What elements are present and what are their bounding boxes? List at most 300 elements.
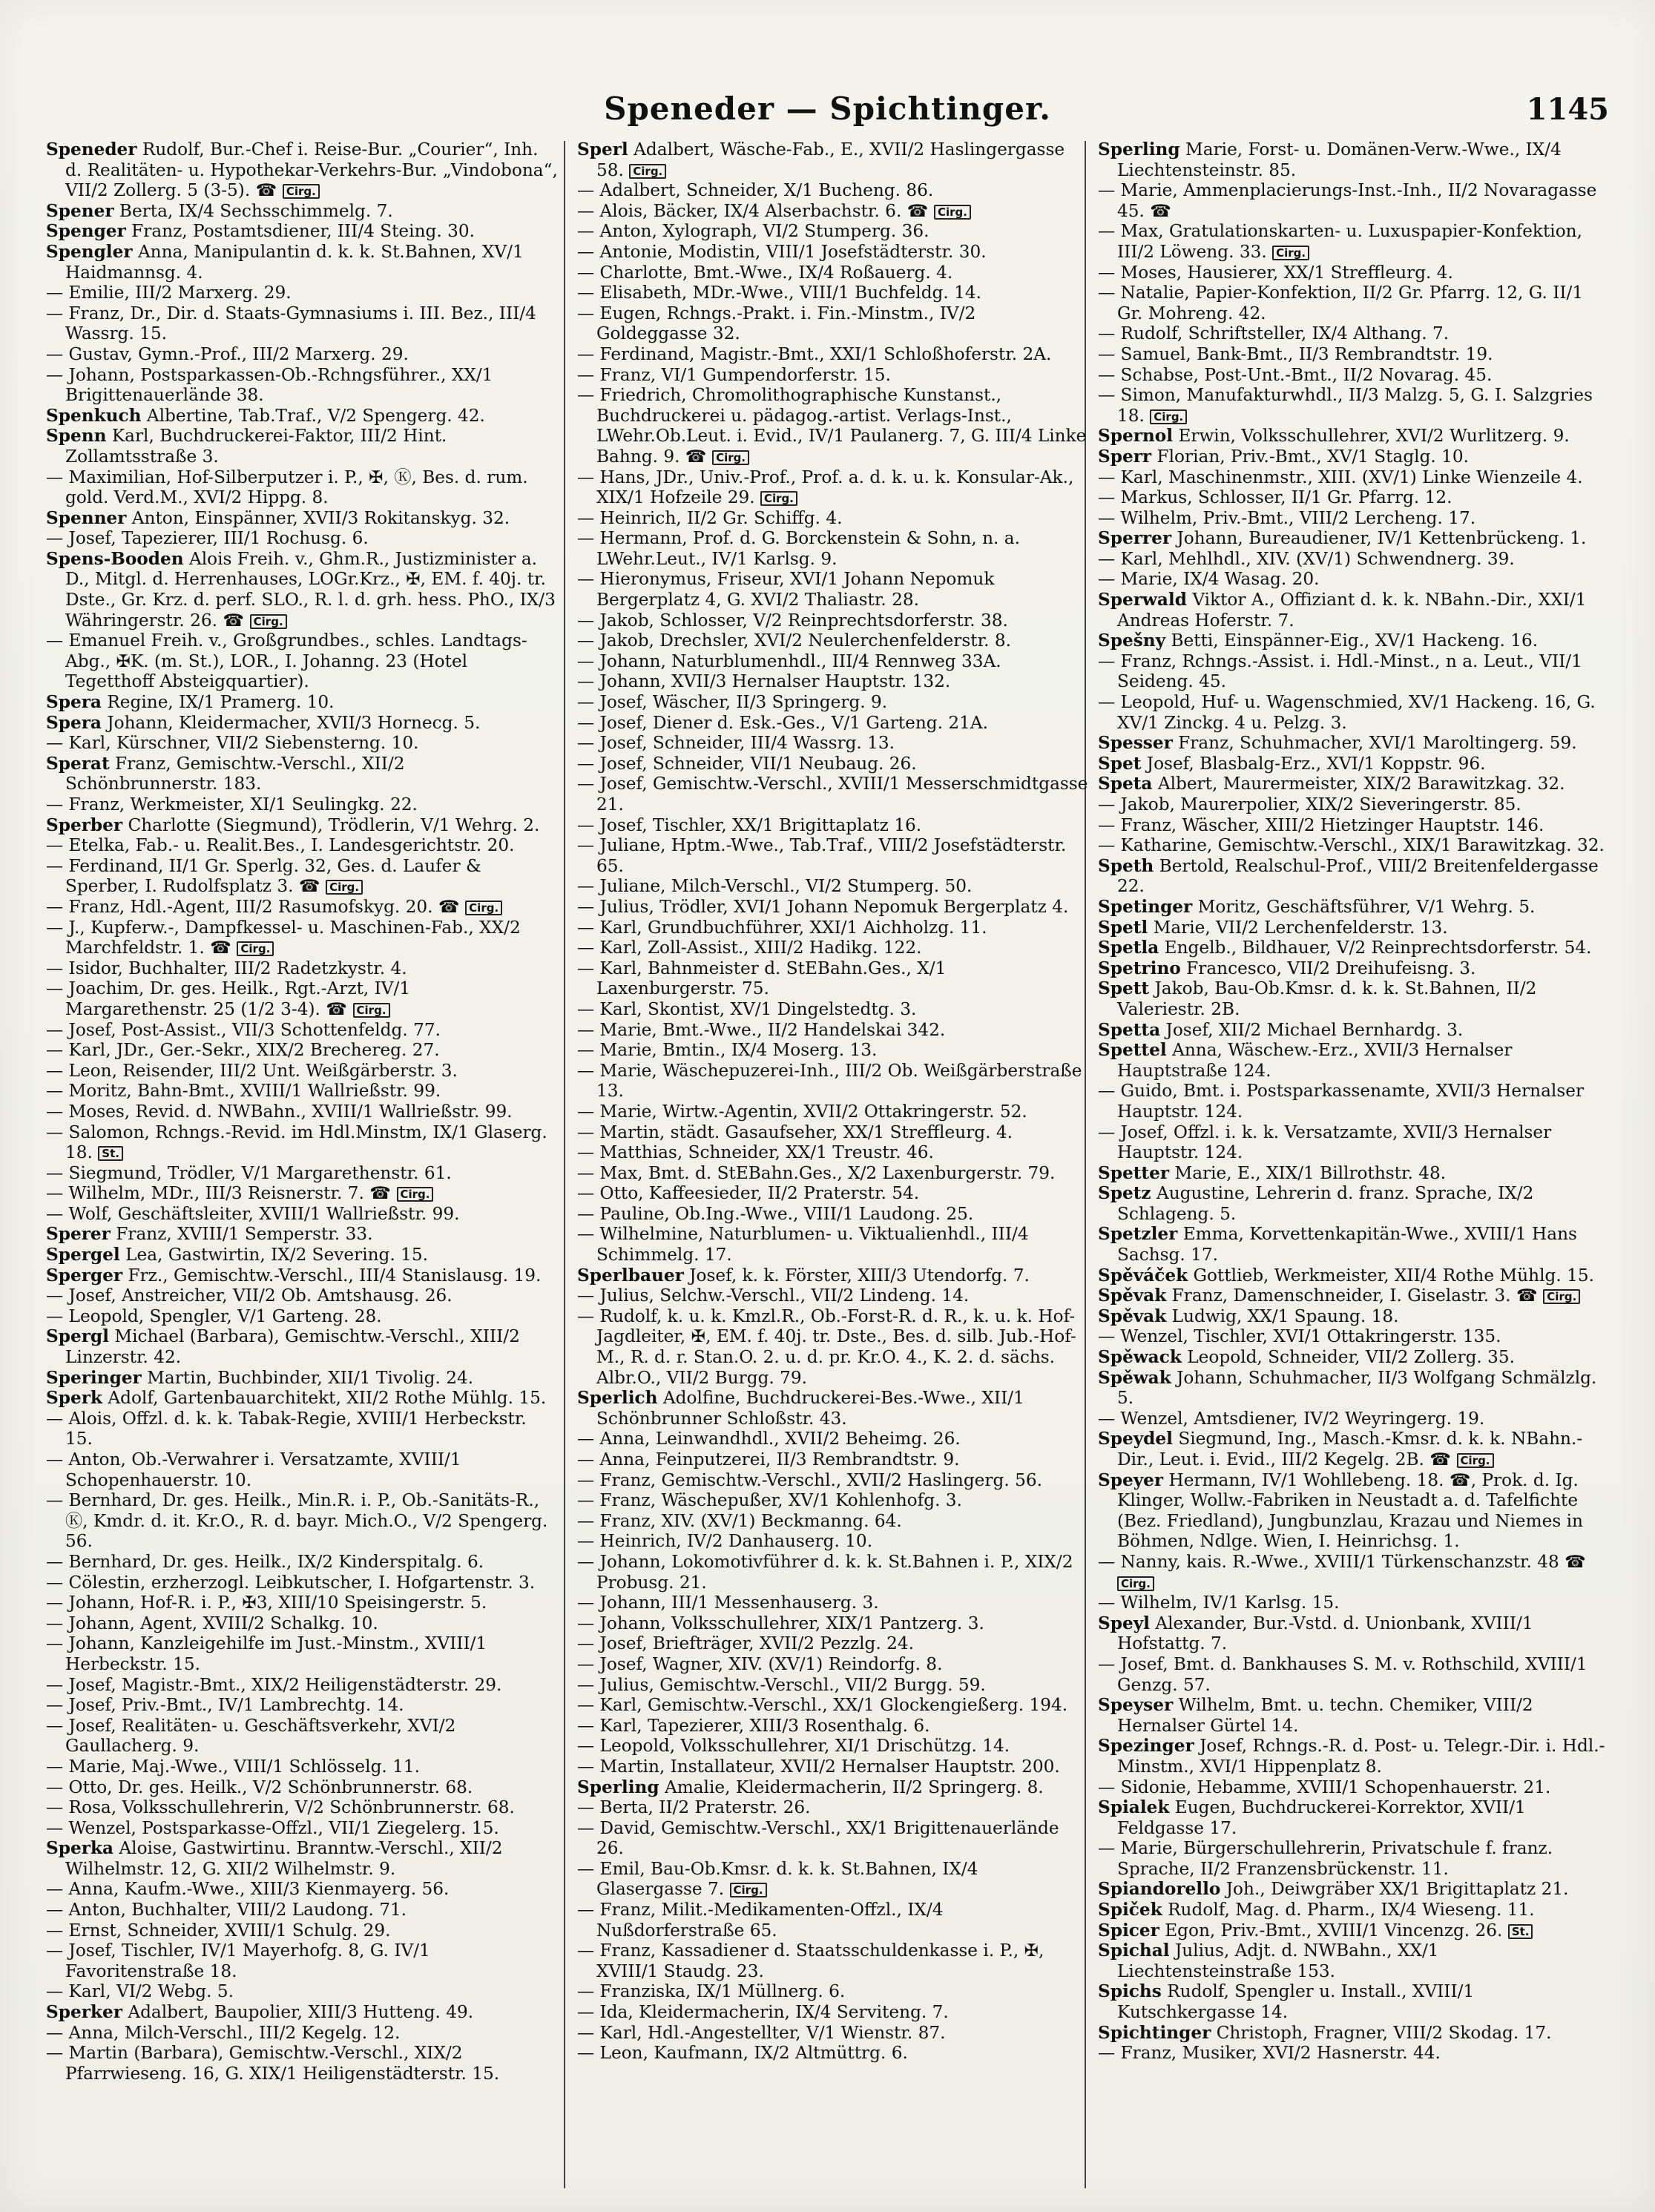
- entry-badge: Cirg.: [730, 1883, 767, 1897]
- directory-entry: [46, 1981, 558, 2002]
- directory-entry: [577, 1429, 1089, 1449]
- entry-text: — Ferdinand, Magistr.-Bmt., XXI/1 Schloßhoferstr. 2A.: [577, 343, 1052, 364]
- entry-text: — Josef, Post-Assist., VII/3 Schottenfeldg. 77.: [46, 1019, 441, 1040]
- page-header: [0, 90, 1655, 135]
- directory-entry: [46, 856, 558, 897]
- directory-entry: [46, 1613, 558, 1634]
- entry-text: — Wilhelm, IV/1 Karlsg. 15.: [1098, 1593, 1340, 1613]
- directory-entry: [46, 1183, 558, 1204]
- directory-entry: [577, 774, 1089, 814]
- entry-surname: Spetinger: [1098, 896, 1193, 917]
- entry-surname: Sperat: [46, 753, 110, 774]
- directory-entry: [577, 1224, 1089, 1265]
- directory-entry: [1098, 1552, 1610, 1593]
- entry-text: — Josef, Tapezierer, III/1 Rochusg. 6.: [46, 528, 369, 549]
- entry-text: — Cölestin, erzherzogl. Leibkutscher, I. Hofgartenstr. 3.: [46, 1572, 536, 1593]
- directory-entry: [577, 733, 1089, 754]
- directory-entry: [577, 897, 1089, 918]
- directory-entry: [577, 1061, 1089, 1102]
- directory-entry: [1098, 426, 1610, 447]
- entry-text: — Leopold, Volksschullehrer, XI/1 Drischützg. 14.: [577, 1736, 1010, 1757]
- entry-text: — Franz, XIV. (XV/1) Beckmanng. 64.: [577, 1510, 902, 1531]
- directory-entry: [577, 221, 1089, 242]
- entry-text: Siegmund, Ing., Masch.-Kmsr. d. k. k. NBahn.-Dir., Leut. i. Evid., III/2 Kegelg. 2B. ☎: [1117, 1429, 1583, 1469]
- entry-text: — Wilhelm, MDr., III/3 Reisnerstr. 7. ☎: [46, 1183, 392, 1204]
- entry-surname: Spener: [46, 200, 114, 221]
- entry-text: — Josef, Wäscher, II/3 Springerg. 9.: [577, 692, 888, 713]
- directory-entry: [46, 1265, 558, 1286]
- directory-entry: [46, 303, 558, 344]
- entry-text: — Johann, Volksschullehrer, XIX/1 Pantzerg. 3.: [577, 1613, 984, 1633]
- directory-entry: [46, 1122, 558, 1163]
- directory-entry: [577, 671, 1089, 692]
- directory-entry: [46, 1409, 558, 1449]
- entry-text: — Hans, JDr., Univ.-Prof., Prof. a. d. k. u. k. Konsular-Ak., XIX/1 Hofzeile 29.: [577, 467, 1074, 508]
- directory-entry: [1098, 283, 1610, 323]
- directory-entry: [577, 1286, 1089, 1306]
- directory-entry: [577, 1102, 1089, 1122]
- entry-text: — Franz, Musiker, XVI/2 Hasnerstr. 44.: [1098, 2043, 1441, 2064]
- entry-text: — Emilie, III/2 Marxerg. 29.: [46, 283, 292, 303]
- directory-entry: [46, 139, 558, 201]
- directory-entry: [46, 1818, 558, 1839]
- entry-text: Wilhelm, Bmt. u. techn. Chemiker, VIII/2 Hernalser Gürtel 14.: [1117, 1695, 1533, 1736]
- directory-entry: [577, 713, 1089, 734]
- directory-entry: [1098, 221, 1610, 262]
- entry-text: Bertold, Realschul-Prof., VIII/2 Breitenfeldergasse 22.: [1117, 855, 1599, 897]
- directory-entry: [46, 1552, 558, 1573]
- directory-entry: [46, 918, 558, 958]
- column-rule-1: [564, 141, 565, 2188]
- directory-entry: [577, 1736, 1089, 1757]
- entry-surname: Sperlich: [577, 1388, 658, 1409]
- entry-text: — Marie, Wirtw.-Agentin, XVII/2 Ottakringerstr. 52.: [577, 1101, 1027, 1122]
- directory-entry: [1098, 1941, 1610, 1981]
- directory-entry: [577, 139, 1089, 180]
- entry-text: — Josef, Realitäten- u. Geschäftsverkehr, XVI/2 Gaullacherg. 9.: [46, 1715, 456, 1757]
- entry-text: — Johann, Hof-R. i. P., ✠3, XIII/10 Speisingerstr. 5.: [46, 1593, 487, 1613]
- entry-text: Franz, XVIII/1 Semperstr. 33.: [116, 1224, 373, 1245]
- entry-badge: Cirg.: [629, 164, 666, 179]
- directory-entry: [46, 528, 558, 549]
- entry-surname: Speyser: [1098, 1695, 1174, 1716]
- entry-surname: Spettel: [1098, 1040, 1167, 1061]
- entry-badge: Cirg.: [1117, 1576, 1154, 1591]
- directory-entry: [46, 467, 558, 508]
- entry-badge: Cirg.: [1272, 246, 1309, 260]
- entry-text: — Eugen, Rchngs.-Prakt. i. Fin.-Minstm., IV/2 Goldeggasse 32.: [577, 303, 976, 344]
- directory-entry: [46, 242, 558, 283]
- entry-text: Adolfine, Buchdruckerei-Bes.-Wwe., XII/1 Schönbrunner Schloßstr. 43.: [596, 1388, 1024, 1429]
- directory-entry: [1098, 2023, 1610, 2044]
- entry-text: — Franz, Milit.-Medikamenten-Offzl., IX/4 Nußdorferstraße 65.: [577, 1900, 944, 1941]
- entry-surname: Speringer: [46, 1367, 142, 1388]
- directory-entry: [577, 938, 1089, 958]
- entry-text: — Marie, Bmtin., IX/4 Moserg. 13.: [577, 1040, 878, 1061]
- entry-text: — Johann, Agent, XVIII/2 Schalkg. 10.: [46, 1613, 378, 1633]
- entry-text: Gottlieb, Werkmeister, XII/4 Rothe Mühlg. 15.: [1193, 1265, 1594, 1286]
- directory-entry: [46, 978, 558, 1019]
- directory-entry: [46, 1675, 558, 1696]
- entry-text: — Josef, Wagner, XIV. (XV/1) Reindorfg. 8.: [577, 1653, 943, 1674]
- entry-surname: Spěvak: [1098, 1286, 1167, 1306]
- entry-text: — Joachim, Dr. ges. Heilk., Rgt.-Arzt, IV/1 Margarethenstr. 25 (1/2 3-4). ☎: [46, 978, 411, 1019]
- entry-surname: Sperling: [577, 1777, 659, 1797]
- entry-text: — Johann, Kanzleigehilfe im Just.-Minstm., XVIII/1 Herbeckstr. 15.: [46, 1633, 487, 1674]
- directory-entry: [577, 1552, 1089, 1593]
- directory-entry: [1098, 139, 1610, 180]
- entry-text: — Karl, Kürschner, VII/2 Siebensterng. 10.: [46, 733, 419, 754]
- entry-text: — Markus, Schlosser, II/1 Gr. Pfarrg. 12.: [1098, 487, 1452, 508]
- directory-entry: [1098, 1695, 1610, 1736]
- directory-entry: [577, 1265, 1089, 1286]
- directory-entry: [1098, 487, 1610, 508]
- entry-surname: Spenger: [46, 221, 126, 242]
- entry-surname: Spetzler: [1098, 1224, 1178, 1245]
- entry-surname: Spens-Booden: [46, 548, 184, 569]
- entry-badge: Cirg.: [712, 450, 749, 465]
- directory-entry: [577, 1941, 1089, 1981]
- entry-text: Marie, VII/2 Lerchenfelderstr. 13.: [1153, 917, 1448, 938]
- directory-entry: [46, 1286, 558, 1306]
- directory-entry: [46, 958, 558, 979]
- entry-text: — Josef, Schneider, III/4 Wassrg. 13.: [577, 733, 895, 754]
- directory-entry: [46, 835, 558, 856]
- entry-text: — Max, Bmt. d. StEBahn.Ges., X/2 Laxenburgerstr. 79.: [577, 1162, 1056, 1183]
- page-number: 1145: [1526, 92, 1609, 127]
- entry-text: Amalie, Kleidermacherin, II/2 Springerg. 8.: [665, 1777, 1044, 1797]
- entry-text: Rudolf, Bur.-Chef i. Reise-Bur. „Courier“, Inh. d. Realitäten- u. Hypothekar-Verkehrs-Bur. „Vindobona“, VII/2 Zollerg. 5 (3-5). ☎: [65, 139, 558, 201]
- directory-entry: [577, 631, 1089, 651]
- directory-entry: [577, 1797, 1089, 1818]
- directory-entry: [46, 692, 558, 713]
- entry-text: Johann, Bureaudiener, IV/1 Kettenbrückeng. 1.: [1177, 528, 1587, 549]
- directory-entry: [46, 1204, 558, 1225]
- directory-entry: [577, 1122, 1089, 1143]
- entry-text: — Katharine, Gemischtw.-Verschl., XIX/1 Barawitzkag. 32.: [1098, 835, 1605, 856]
- entry-surname: Speta: [1098, 774, 1153, 794]
- directory-entry: [577, 467, 1089, 508]
- directory-entry: [1098, 365, 1610, 386]
- directory-entry: [46, 1900, 558, 1920]
- entry-text: — Josef, Diener d. Esk.-Ges., V/1 Garteng. 21A.: [577, 712, 988, 733]
- entry-text: — Julius, Gemischtw.-Verschl., VII/2 Burgg. 59.: [577, 1674, 986, 1695]
- entry-text: — Nanny, kais. R.-Wwe., XVIII/1 Türkenschanzstr. 48 ☎: [1098, 1551, 1587, 1572]
- directory-entry: [577, 1675, 1089, 1696]
- directory-entry: [46, 754, 558, 794]
- directory-entry: [577, 1142, 1089, 1163]
- directory-entry: [577, 201, 1089, 222]
- entry-text: — Marie, Maj.-Wwe., VIII/1 Schlösselg. 11.: [46, 1756, 421, 1777]
- entry-text: — Jakob, Maurerpolier, XIX/2 Sieveringerstr. 85.: [1098, 794, 1521, 814]
- directory-entry: [1098, 1981, 1610, 2022]
- directory-entry: [46, 508, 558, 529]
- directory-entry: [577, 1306, 1089, 1388]
- directory-entry: [46, 1163, 558, 1184]
- directory-entry: [577, 1593, 1089, 1613]
- entry-text: — Johann, Naturblumenhdl., III/4 Rennweg 33A.: [577, 651, 1001, 671]
- directory-entry: [1098, 774, 1610, 794]
- column-1: [46, 139, 558, 2084]
- entry-text: Viktor A., Offiziant d. k. k. NBahn.-Dir., XXI/1 Andreas Hoferstr. 7.: [1117, 590, 1587, 631]
- directory-entry: [577, 1716, 1089, 1737]
- entry-text: Ludwig, XX/1 Spaung. 18.: [1171, 1306, 1399, 1326]
- entry-text: — Adalbert, Schneider, X/1 Bucheng. 86.: [577, 180, 934, 201]
- directory-entry: [577, 835, 1089, 876]
- entry-surname: Spetz: [1098, 1183, 1151, 1204]
- entry-text: — Antonie, Modistin, VIII/1 Josefstädterstr. 30.: [577, 241, 987, 262]
- directory-entry: [1098, 569, 1610, 590]
- directory-entry: [1098, 1020, 1610, 1041]
- directory-entry: [46, 1245, 558, 1265]
- entry-surname: Sperlbauer: [577, 1265, 684, 1286]
- directory-entry: [1098, 1306, 1610, 1327]
- entry-surname: Sperl: [577, 139, 628, 159]
- entry-surname: Speyl: [1098, 1613, 1150, 1633]
- entry-text: — Anton, Buchhalter, VIII/2 Laudong. 71.: [46, 1900, 407, 1920]
- entry-text: — Emanuel Freih. v., Großgrundbes., schles. Landtags-Abg., ✠K. (m. St.), LOR., I. Johanng. 23 (Hotel Tegetthoff Absteigquartier).: [46, 631, 527, 692]
- entry-text: — Rudolf, Schriftsteller, IX/4 Althang. 7.: [1098, 323, 1450, 344]
- entry-text: — Max, Gratulationskarten- u. Luxuspapier-Konfektion, III/2 Löweng. 33.: [1098, 221, 1582, 262]
- entry-text: Augustine, Lehrerin d. franz. Sprache, IX/2 Schlageng. 5.: [1117, 1183, 1534, 1224]
- entry-text: — Julius, Trödler, XVI/1 Johann Nepomuk Bergerplatz 4.: [577, 896, 1069, 917]
- entry-text: — Matthias, Schneider, XX/1 Treustr. 46.: [577, 1142, 934, 1163]
- entry-text: — Martin, Installateur, XVII/2 Hernalser Hauptstr. 200.: [577, 1756, 1060, 1777]
- directory-entry: [1098, 447, 1610, 467]
- directory-entry: [577, 1613, 1089, 1634]
- entry-text: — Wolf, Geschäftsleiter, XVIII/1 Wallrießstr. 99.: [46, 1203, 460, 1224]
- entry-text: Alois Freih. v., Ghm.R., Justizminister a. D., Mitgl. d. Herrenhauses, LOGr.Krz., ✠, EM. f. 40j. tr. Dste., Gr. Krz. d. perf. SLO., R. l. d. grh. hess. PhO., IX/3 Währingerstr. 26. ☎: [65, 548, 556, 631]
- entry-surname: Spialek: [1098, 1797, 1170, 1818]
- entry-surname: Spett: [1098, 978, 1150, 999]
- entry-text: Anton, Einspänner, XVII/3 Rokitanskyg. 32.: [131, 507, 510, 528]
- entry-surname: Sperling: [1098, 139, 1180, 159]
- entry-badge: Cirg.: [934, 205, 971, 220]
- entry-text: — Franz, Kassadiener d. Staatsschuldenkasse i. P., ✠, XVIII/1 Staudg. 23.: [577, 1941, 1044, 1981]
- directory-entry: [1098, 1326, 1610, 1347]
- entry-text: — Charlotte, Bmt.-Wwe., IX/4 Roßauerg. 4.: [577, 262, 953, 283]
- directory-entry: [1098, 856, 1610, 897]
- entry-text: — Martin (Barbara), Gemischtw.-Verschl., XIX/2 Pfarrwieseng. 16, G. XIX/1 Heiligenstädterstr. 15.: [46, 2043, 500, 2084]
- directory-entry: [577, 1388, 1089, 1429]
- entry-text: — Wenzel, Tischler, XVI/1 Ottakringerstr. 135.: [1098, 1326, 1501, 1347]
- entry-text: — Marie, Bürgerschullehrerin, Privatschule f. franz. Sprache, II/2 Franzensbrückenstr. 11.: [1098, 1838, 1553, 1879]
- directory-entry: [46, 2002, 558, 2023]
- entry-text: — Etelka, Fab.- u. Realit.Bes., I. Landesgerichtstr. 20.: [46, 835, 515, 856]
- directory-entry: [46, 365, 558, 406]
- entry-text: — Josef, Briefträger, XVII/2 Pezzlg. 24.: [577, 1633, 914, 1654]
- entry-text: — Marie, Wäschepuzerei-Inh., III/2 Ob. Weißgärberstraße 13.: [577, 1060, 1082, 1102]
- entry-text: — Heinrich, II/2 Gr. Schiffg. 4.: [577, 507, 843, 528]
- directory-entry: [577, 1040, 1089, 1061]
- directory-entry: [1098, 385, 1610, 426]
- directory-entry: [1098, 1224, 1610, 1265]
- entry-text: Marie, E., XIX/1 Billrothstr. 48.: [1174, 1162, 1447, 1183]
- entry-surname: Sperk: [46, 1388, 102, 1409]
- entry-surname: Sperker: [46, 2002, 122, 2023]
- directory-entry: [1098, 1040, 1610, 1081]
- entry-surname: Spenkuch: [46, 405, 142, 426]
- directory-entry: [1098, 180, 1610, 221]
- entry-surname: Spergel: [46, 1245, 120, 1265]
- directory-entry: [577, 1695, 1089, 1716]
- entry-text: Josef, Rchngs.-R. d. Post- u. Telegr.-Dir. i. Hdl.-Minstm., XVI/1 Hippenplatz 8.: [1117, 1736, 1605, 1777]
- entry-text: Josef, Blasbalg-Erz., XVI/1 Koppstr. 96.: [1146, 753, 1486, 774]
- entry-text: — Karl, VI/2 Webg. 5.: [46, 1981, 234, 2002]
- entry-surname: Spetla: [1098, 938, 1159, 958]
- entry-text: — Franziska, IX/1 Müllnerg. 6.: [577, 1981, 846, 2002]
- entry-surname: Spichs: [1098, 1981, 1162, 2002]
- entry-text: — Ferdinand, II/1 Gr. Sperlg. 32, Ges. d. Laufer & Sperber, I. Rudolfsplatz 3. ☎: [46, 855, 481, 897]
- directory-entry: [577, 569, 1089, 610]
- entry-surname: Speyer: [1098, 1469, 1164, 1490]
- entry-text: Josef, k. k. Förster, XIII/3 Utendorfg. 7.: [689, 1265, 1030, 1286]
- entry-badge: Cirg.: [465, 901, 502, 915]
- directory-entry: [1098, 938, 1610, 958]
- directory-entry: [46, 2023, 558, 2044]
- entry-text: — Josef, Bmt. d. Bankhauses S. M. v. Rothschild, XVIII/1 Genzg. 57.: [1098, 1653, 1587, 1695]
- entry-text: — Moses, Revid. d. NWBahn., XVIII/1 Wallrießstr. 99.: [46, 1101, 513, 1122]
- directory-entry: [577, 242, 1089, 263]
- directory-entry: [1098, 794, 1610, 815]
- entry-text: — Josef, Tischler, IV/1 Mayerhofg. 8, G. IV/1 Favoritenstraße 18.: [46, 1941, 430, 1981]
- entry-text: Michael (Barbara), Gemischtw.-Verschl., XIII/2 Linzerstr. 42.: [65, 1326, 520, 1368]
- entry-text: — Otto, Kaffeesieder, II/2 Praterstr. 54.: [577, 1183, 920, 1204]
- entry-text: — Franz, Hdl.-Agent, III/2 Rasumofskyg. 20. ☎: [46, 896, 460, 917]
- directory-entry: [46, 426, 558, 467]
- entry-text: — Isidor, Buchhalter, III/2 Radetzkystr. 4.: [46, 958, 407, 978]
- entry-text: Franz, Schuhmacher, XVI/1 Maroltingerg. 59.: [1178, 733, 1577, 754]
- entry-text: — Julius, Selchw.-Verschl., VII/2 Lindeng. 14.: [577, 1286, 970, 1306]
- entry-text: — Franz, Gemischtw.-Verschl., XVII/2 Haslingerg. 56.: [577, 1469, 1042, 1490]
- directory-entry: [46, 1716, 558, 1757]
- entry-text: Julius, Adjt. d. NWBahn., XX/1 Liechtensteinstraße 153.: [1117, 1941, 1439, 1981]
- directory-entry: [46, 1102, 558, 1122]
- directory-entry: [577, 263, 1089, 283]
- directory-entry: [1098, 733, 1610, 754]
- directory-entry: [46, 1449, 558, 1490]
- directory-entry: [577, 815, 1089, 836]
- directory-entry: [577, 1981, 1089, 2002]
- directory-entry: [577, 1633, 1089, 1654]
- entry-text: — Natalie, Papier-Konfektion, II/2 Gr. Pfarrg. 12, G. II/1 Gr. Mohreng. 42.: [1098, 283, 1584, 323]
- entry-text: Aloise, Gastwirtinu. Branntw.-Verschl., XII/2 Wilhelmstr. 12, G. XII/2 Wilhelmstr. 9.: [65, 1838, 503, 1879]
- column-2: [577, 139, 1089, 2064]
- entry-surname: Spenn: [46, 426, 107, 447]
- directory-entry: [46, 815, 558, 836]
- directory-entry: [1098, 528, 1610, 549]
- entry-text: Albertine, Tab.Traf., V/2 Spengerg. 42.: [146, 405, 485, 426]
- entry-text: Eugen, Buchdruckerei-Korrektor, XVII/1 Feldgasse 17.: [1117, 1797, 1526, 1838]
- entry-text: — Marie, Bmt.-Wwe., II/2 Handelskai 342.: [577, 1019, 946, 1040]
- directory-entry: [577, 2002, 1089, 2023]
- entry-text: Erwin, Volksschullehrer, XVI/2 Wurlitzerg. 9.: [1178, 426, 1570, 447]
- directory-entry: [577, 999, 1089, 1020]
- entry-surname: Spera: [46, 692, 102, 713]
- entry-text: — Bernhard, Dr. ges. Heilk., IX/2 Kinderspitalg. 6.: [46, 1551, 484, 1572]
- directory-entry: [1098, 1122, 1610, 1163]
- entry-surname: Spešny: [1098, 631, 1166, 651]
- entry-text: — J., Kupferw.-, Dampfkessel- u. Maschinen-Fab., XX/2 Marchfeldstr. 1. ☎: [46, 917, 521, 958]
- entry-surname: Sperr: [1098, 446, 1152, 467]
- entry-text: — Bernhard, Dr. ges. Heilk., Min.R. i. P., Ob.-Sanitäts-R., Ⓚ, Kmdr. d. it. Kr.O., R. d. bayr. Mich.O., V/2 Spengerg. 56.: [46, 1490, 548, 1552]
- directory-entry: [1098, 1900, 1610, 1920]
- directory-entry: [46, 1020, 558, 1041]
- entry-text: — Karl, Maschinenmstr., XIII. (XV/1) Linke Wienzeile 4.: [1098, 467, 1583, 487]
- directory-entry: [577, 528, 1089, 569]
- entry-text: Martin, Buchbinder, XII/1 Tivolig. 24.: [147, 1367, 474, 1388]
- entry-text: Adalbert, Baupolier, XIII/3 Hutteng. 49.: [128, 2002, 474, 2023]
- entry-text: — Josef, Anstreicher, VII/2 Ob. Amtshausg. 26.: [46, 1286, 453, 1306]
- entry-text: Moritz, Geschäftsführer, V/1 Wehrg. 5.: [1197, 896, 1536, 917]
- entry-text: — Moses, Hausierer, XX/1 Streffleurg. 4.: [1098, 262, 1453, 283]
- entry-text: — Otto, Dr. ges. Heilk., V/2 Schönbrunnerstr. 68.: [46, 1777, 473, 1797]
- entry-text: — Anna, Milch-Verschl., III/2 Kegelg. 12.: [46, 2022, 401, 2043]
- entry-text: — Karl, Bahnmeister d. StEBahn.Ges., X/1 Laxenburgerstr. 75.: [577, 958, 947, 999]
- entry-text: — Leon, Kaufmann, IX/2 Altmüttrg. 6.: [577, 2043, 908, 2064]
- directory-entry: [1098, 1183, 1610, 1224]
- entry-text: — Johann, Postsparkassen-Ob.-Rchngsführer., XX/1 Brigittenauerlände 38.: [46, 364, 493, 406]
- entry-text: Franz, Postamtsdiener, III/4 Steing. 30.: [131, 221, 475, 242]
- directory-entry: [46, 1081, 558, 1102]
- entry-text: Karl, Buchdruckerei-Faktor, III/2 Hint. Zollamtsstraße 3.: [65, 426, 447, 467]
- directory-entry: [577, 876, 1089, 897]
- entry-text: Albert, Maurermeister, XIX/2 Barawitzkag. 32.: [1157, 774, 1565, 794]
- entry-text: Egon, Priv.-Bmt., XVIII/1 Vincenzg. 26.: [1165, 1920, 1503, 1941]
- entry-text: — Schabse, Post-Unt.-Bmt., II/2 Novarag. 45.: [1098, 364, 1493, 385]
- entry-surname: Sperber: [46, 814, 123, 835]
- entry-text: — Anna, Kaufm.-Wwe., XIII/3 Kienmayerg. 56.: [46, 1879, 450, 1900]
- directory-entry: [577, 754, 1089, 774]
- entry-text: Adolf, Gartenbauarchitekt, XII/2 Rothe Mühlg. 15.: [108, 1388, 547, 1409]
- directory-entry: [1098, 692, 1610, 733]
- directory-entry: [1098, 1347, 1610, 1368]
- entry-text: Emma, Korvettenkapitän-Wwe., XVIII/1 Hans Sachsg. 17.: [1117, 1224, 1577, 1265]
- entry-text: — Heinrich, IV/2 Danhauserg. 10.: [577, 1531, 873, 1552]
- entry-text: — Hieronymus, Friseur, XVI/1 Johann Nepomuk Bergerplatz 4, G. XVI/2 Thaliastr. 28.: [577, 569, 995, 610]
- directory-entry: [46, 1777, 558, 1798]
- entry-badge: St.: [98, 1146, 123, 1161]
- entry-text: — Karl, Gemischtw.-Verschl., XX/1 Glockengießerg. 194.: [577, 1695, 1068, 1716]
- directory-entry: [577, 651, 1089, 672]
- directory-entry: [46, 1593, 558, 1613]
- entry-text: Lea, Gastwirtin, IX/2 Severing. 15.: [125, 1245, 429, 1265]
- entry-text: — Anton, Xylograph, VI/2 Stumperg. 36.: [577, 221, 930, 242]
- entry-surname: Spiček: [1098, 1900, 1162, 1920]
- directory-entry: [577, 692, 1089, 713]
- directory-entry: [46, 1695, 558, 1716]
- directory-entry: [577, 1449, 1089, 1470]
- entry-text: — Maximilian, Hof-Silberputzer i. P., ✠, Ⓚ, Bes. d. rum. gold. Verd.M., XVI/2 Hippg. 8.: [46, 467, 528, 508]
- entry-surname: Spesser: [1098, 733, 1173, 754]
- entry-surname: Sperrer: [1098, 528, 1172, 549]
- directory-entry: [46, 1879, 558, 1900]
- directory-entry: [1098, 1470, 1610, 1552]
- entry-text: Hermann, IV/1 Wohllebeng. 18. ☎, Prok. d. Ig. Klinger, Wollw.-Fabriken in Neustadt a. d. Tafelfichte (Bez. Friedland), Jungbunzlau, Krazau und Niemes in Böhmen, Ndlge. Wien, I. Heinrichsg. 1.: [1117, 1469, 1583, 1552]
- entry-text: — Karl, Skontist, XV/1 Dingelstedtg. 3.: [577, 998, 917, 1019]
- directory-entry: [1098, 978, 1610, 1019]
- directory-entry: [1098, 549, 1610, 570]
- directory-entry: [577, 1531, 1089, 1552]
- directory-entry: [577, 1900, 1089, 1941]
- entry-badge: Cirg.: [1457, 1453, 1494, 1468]
- entry-text: — Wenzel, Amtsdiener, IV/2 Weyringerg. 19.: [1098, 1408, 1485, 1429]
- entry-text: — Josef, Magistr.-Bmt., XIX/2 Heiligenstädterstr. 29.: [46, 1674, 502, 1695]
- directory-entry: [1098, 344, 1610, 365]
- entry-text: — Jakob, Drechsler, XVI/2 Neulerchenfelderstr. 8.: [577, 631, 1011, 651]
- entry-text: — Friedrich, Chromolithographische Kunstanst., Buchdruckerei u. pädagog.-artist. Verlags-Inst., LWehr.Ob.Leut. i. Evid., IV/1 Paulanerg. 7, G. III/4 Linke Bahng. 9. ☎: [577, 385, 1087, 467]
- entry-text: — Franz, Rchngs.-Assist. i. Hdl.-Minst., n a. Leut., VII/1 Seideng. 45.: [1098, 651, 1582, 692]
